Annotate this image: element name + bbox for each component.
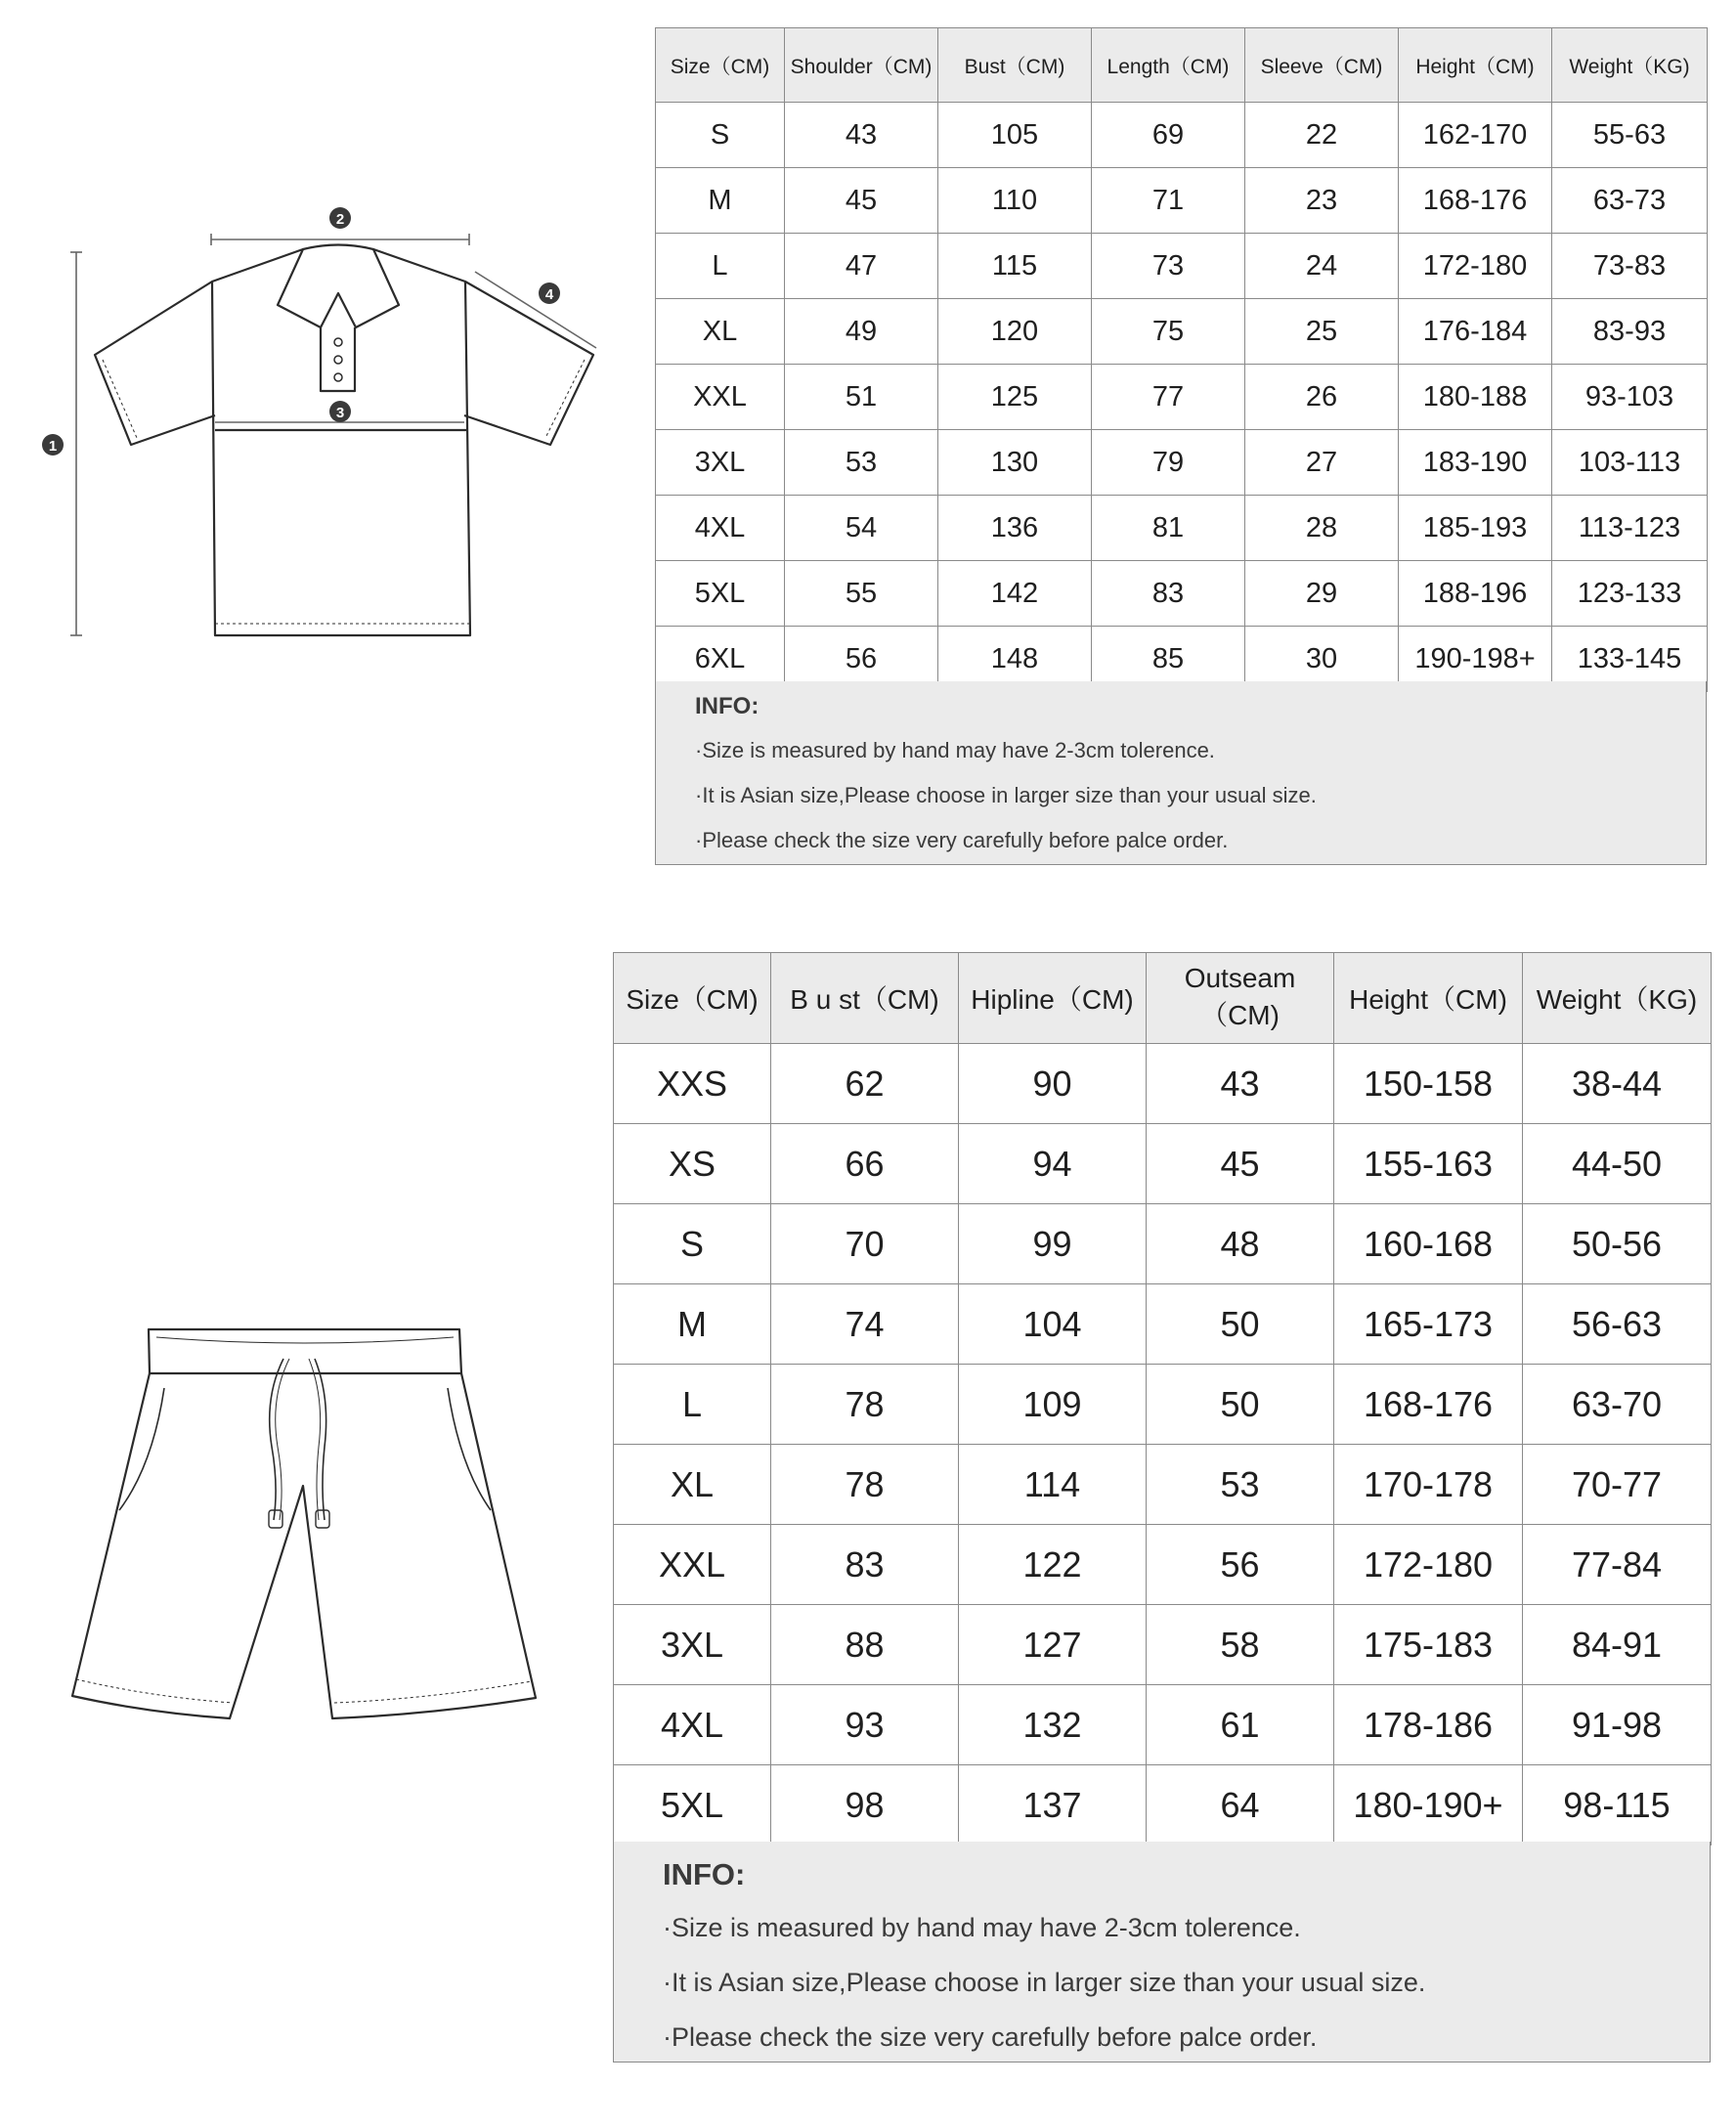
table-cell: 103-113 (1552, 430, 1708, 496)
table-cell: 22 (1245, 103, 1399, 168)
column-header: Weight（KG) (1552, 28, 1708, 103)
table-row (656, 103, 1708, 168)
marker-1-label: 1 (48, 438, 58, 455)
table-cell: 74 (771, 1284, 959, 1365)
table-cell: 136 (938, 496, 1092, 561)
info-line: ·Size is measured by hand may have 2-3cm tolerence. (695, 738, 1215, 762)
size-cell: M (614, 1284, 771, 1365)
table-cell: 98 (771, 1765, 959, 1846)
column-header: Sleeve（CM) (1245, 28, 1399, 103)
table-cell: 172-180 (1334, 1525, 1523, 1605)
size-cell: S (614, 1204, 771, 1284)
table-cell: 110 (938, 168, 1092, 234)
table-cell: 56-63 (1523, 1284, 1712, 1365)
table-cell: 85 (1092, 627, 1245, 692)
table-cell: 56 (785, 627, 938, 692)
table-cell: 91-98 (1523, 1685, 1712, 1765)
table-cell: 188-196 (1399, 561, 1552, 627)
table-cell: 63-70 (1523, 1365, 1712, 1445)
table-cell: 137 (959, 1765, 1147, 1846)
marker-2-label: 2 (335, 211, 345, 228)
size-cell: XL (614, 1445, 771, 1525)
table-cell: 183-190 (1399, 430, 1552, 496)
table-cell: 44-50 (1523, 1124, 1712, 1204)
table-cell: 61 (1147, 1685, 1334, 1765)
table-cell: 63-73 (1552, 168, 1708, 234)
table-row (614, 1044, 1712, 1124)
table-cell: 43 (785, 103, 938, 168)
table-cell: 150-158 (1334, 1044, 1523, 1124)
table-cell: 53 (1147, 1445, 1334, 1525)
column-header: Bust（CM) (938, 28, 1092, 103)
size-cell: 4XL (614, 1685, 771, 1765)
table-cell: 104 (959, 1284, 1147, 1365)
table-cell: 83 (1092, 561, 1245, 627)
table-cell: 83-93 (1552, 299, 1708, 365)
size-cell: S (656, 103, 785, 168)
table-cell: 79 (1092, 430, 1245, 496)
column-header: Shoulder（CM) (785, 28, 938, 103)
table-cell: 56 (1147, 1525, 1334, 1605)
table-cell: 64 (1147, 1765, 1334, 1846)
size-cell: XS (614, 1124, 771, 1204)
table-row (614, 1765, 1712, 1846)
table-cell: 98-115 (1523, 1765, 1712, 1846)
table-header-row (656, 28, 1708, 103)
table-cell: 125 (938, 365, 1092, 430)
size-cell: 4XL (656, 496, 785, 561)
table-cell: 123-133 (1552, 561, 1708, 627)
table-cell: 127 (959, 1605, 1147, 1685)
size-cell: 3XL (614, 1605, 771, 1685)
table-cell: 62 (771, 1044, 959, 1124)
table-cell: 71 (1092, 168, 1245, 234)
table-cell: 109 (959, 1365, 1147, 1445)
table-row (614, 1284, 1712, 1365)
table-cell: 148 (938, 627, 1092, 692)
table-cell: 26 (1245, 365, 1399, 430)
table-cell: 88 (771, 1605, 959, 1685)
table-cell: 30 (1245, 627, 1399, 692)
size-cell: XXL (614, 1525, 771, 1605)
table-cell: 120 (938, 299, 1092, 365)
table-cell: 50 (1147, 1365, 1334, 1445)
table-cell: 165-173 (1334, 1284, 1523, 1365)
table-cell: 45 (1147, 1124, 1334, 1204)
table-cell: 122 (959, 1525, 1147, 1605)
size-cell: XXS (614, 1044, 771, 1124)
table-cell: 48 (1147, 1204, 1334, 1284)
table-row (614, 1124, 1712, 1204)
table-cell: 55 (785, 561, 938, 627)
polo-shirt-illustration (29, 195, 616, 655)
column-header: Outseam（CM) (1147, 953, 1334, 1044)
table-row (656, 430, 1708, 496)
table-cell: 168-176 (1399, 168, 1552, 234)
table-cell: 29 (1245, 561, 1399, 627)
size-cell: 5XL (614, 1765, 771, 1846)
table-cell: 133-145 (1552, 627, 1708, 692)
table-cell: 45 (785, 168, 938, 234)
table-row (614, 1204, 1712, 1284)
shirt-size-table (655, 27, 1708, 692)
size-cell: 5XL (656, 561, 785, 627)
column-header: Size（CM) (656, 28, 785, 103)
size-cell: L (614, 1365, 771, 1445)
marker-4-label: 4 (544, 286, 554, 303)
info-line: ·Size is measured by hand may have 2-3cm tolerence. (663, 1913, 1301, 1942)
table-cell: 93 (771, 1685, 959, 1765)
table-cell: 73 (1092, 234, 1245, 299)
table-cell: 113-123 (1552, 496, 1708, 561)
table-row (614, 1685, 1712, 1765)
table-cell: 83 (771, 1525, 959, 1605)
size-cell: L (656, 234, 785, 299)
table-cell: 50 (1147, 1284, 1334, 1365)
table-cell: 38-44 (1523, 1044, 1712, 1124)
table-cell: 170-178 (1334, 1445, 1523, 1525)
table-cell: 190-198+ (1399, 627, 1552, 692)
table-row (656, 365, 1708, 430)
column-header: Size（CM) (614, 953, 771, 1044)
info-line: ·It is Asian size,Please choose in larger size than your usual size. (663, 1968, 1426, 1997)
table-cell: 93-103 (1552, 365, 1708, 430)
column-header: B u st（CM) (771, 953, 959, 1044)
size-cell: 6XL (656, 627, 785, 692)
table-cell: 78 (771, 1365, 959, 1445)
table-cell: 27 (1245, 430, 1399, 496)
table-cell: 24 (1245, 234, 1399, 299)
info-title: INFO: (695, 693, 760, 719)
table-cell: 70 (771, 1204, 959, 1284)
column-header: Height（CM) (1399, 28, 1552, 103)
table-cell: 180-188 (1399, 365, 1552, 430)
info-line: ·It is Asian size,Please choose in larger size than your usual size. (695, 783, 1317, 807)
size-cell: 3XL (656, 430, 785, 496)
table-cell: 185-193 (1399, 496, 1552, 561)
info-line: ·Please check the size very carefully before palce order. (663, 2022, 1318, 2052)
table-cell: 77-84 (1523, 1525, 1712, 1605)
table-cell: 114 (959, 1445, 1147, 1525)
info-line: ·Please check the size very carefully before palce order. (695, 828, 1229, 852)
column-header: Height（CM) (1334, 953, 1523, 1044)
shorts-size-table (613, 952, 1712, 1846)
table-cell: 50-56 (1523, 1204, 1712, 1284)
table-row (656, 299, 1708, 365)
table-cell: 58 (1147, 1605, 1334, 1685)
table-cell: 53 (785, 430, 938, 496)
table-cell: 94 (959, 1124, 1147, 1204)
size-cell: XXL (656, 365, 785, 430)
table-cell: 142 (938, 561, 1092, 627)
table-cell: 54 (785, 496, 938, 561)
table-cell: 172-180 (1399, 234, 1552, 299)
column-header: Hipline（CM) (959, 953, 1147, 1044)
table-row (614, 1445, 1712, 1525)
table-cell: 55-63 (1552, 103, 1708, 168)
table-cell: 160-168 (1334, 1204, 1523, 1284)
table-cell: 66 (771, 1124, 959, 1204)
table-cell: 73-83 (1552, 234, 1708, 299)
table-cell: 99 (959, 1204, 1147, 1284)
table-cell: 81 (1092, 496, 1245, 561)
info-title: INFO: (663, 1857, 746, 1891)
size-cell: XL (656, 299, 785, 365)
table-header-row (614, 953, 1712, 1044)
shorts-info-box (613, 1842, 1711, 2063)
shorts-illustration (59, 1320, 547, 1740)
table-cell: 23 (1245, 168, 1399, 234)
table-cell: 105 (938, 103, 1092, 168)
table-cell: 176-184 (1399, 299, 1552, 365)
table-cell: 51 (785, 365, 938, 430)
column-header: Length（CM) (1092, 28, 1245, 103)
shirt-info-box (655, 681, 1707, 865)
table-cell: 77 (1092, 365, 1245, 430)
table-row (656, 168, 1708, 234)
table-cell: 47 (785, 234, 938, 299)
marker-3-label: 3 (335, 405, 345, 421)
table-cell: 49 (785, 299, 938, 365)
table-cell: 25 (1245, 299, 1399, 365)
table-row (656, 234, 1708, 299)
table-cell: 162-170 (1399, 103, 1552, 168)
table-row (656, 496, 1708, 561)
table-cell: 175-183 (1334, 1605, 1523, 1685)
table-cell: 28 (1245, 496, 1399, 561)
table-row (656, 561, 1708, 627)
table-row (614, 1605, 1712, 1685)
table-row (614, 1525, 1712, 1605)
table-cell: 78 (771, 1445, 959, 1525)
table-cell: 84-91 (1523, 1605, 1712, 1685)
table-row (614, 1365, 1712, 1445)
table-cell: 75 (1092, 299, 1245, 365)
table-cell: 70-77 (1523, 1445, 1712, 1525)
table-cell: 155-163 (1334, 1124, 1523, 1204)
table-cell: 130 (938, 430, 1092, 496)
table-cell: 115 (938, 234, 1092, 299)
table-cell: 132 (959, 1685, 1147, 1765)
table-cell: 178-186 (1334, 1685, 1523, 1765)
table-cell: 43 (1147, 1044, 1334, 1124)
size-cell: M (656, 168, 785, 234)
table-cell: 168-176 (1334, 1365, 1523, 1445)
table-cell: 180-190+ (1334, 1765, 1523, 1846)
column-header: Weight（KG) (1523, 953, 1712, 1044)
table-cell: 69 (1092, 103, 1245, 168)
table-cell: 90 (959, 1044, 1147, 1124)
